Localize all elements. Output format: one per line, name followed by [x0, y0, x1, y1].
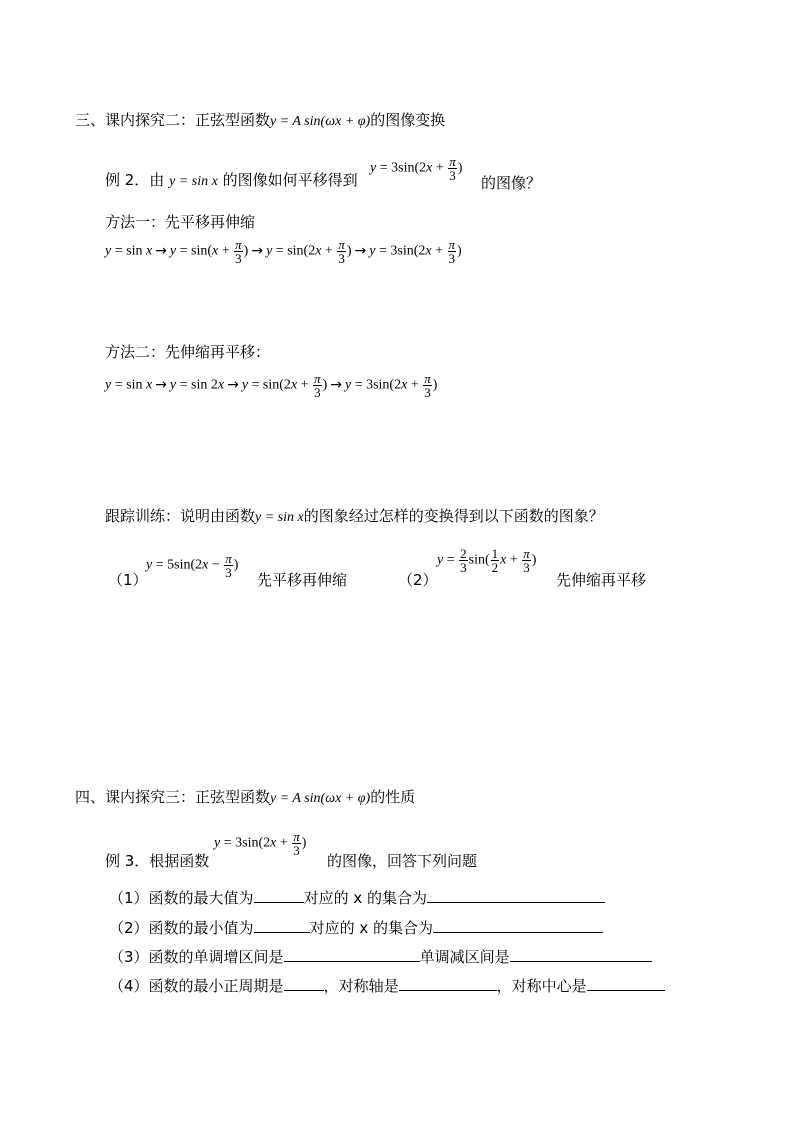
practice-prefix: 跟踪训练：说明由函数 — [105, 507, 256, 525]
answer-min-x-set-field[interactable] — [433, 918, 603, 933]
practice-item1-num: （1） — [108, 571, 148, 589]
question-3 — [109, 947, 652, 967]
question-4 — [109, 976, 665, 996]
section4-heading: 四、课内探究三：正弦型函数 — [75, 788, 271, 806]
question-4-a: 函数的最小正周期是 — [148, 977, 284, 995]
question-1-a: 函数的最大值为 — [148, 889, 254, 907]
example2-suffix: 的图像？ — [481, 174, 542, 192]
question-4-num: （4） — [109, 977, 149, 995]
example3-formula: y = 3sin(2x + $\frac{\pi}{3}$ ) — [214, 829, 307, 858]
example3-prefix: 例 3．根据函数 — [105, 852, 210, 870]
method1-title: 方法一：先平移再伸缩 — [105, 213, 256, 231]
practice-item2-formula: y = $\frac{2}{3}$ sin( $\frac{1}{2}$ x + $\frac{\pi}{3}$ ) — [437, 546, 537, 575]
answer-max-x-set-field[interactable] — [427, 888, 605, 903]
answer-increasing-interval-field[interactable] — [284, 947, 420, 962]
answer-min-value-field[interactable] — [254, 918, 310, 933]
question-4-c: ，对称中心是 — [496, 977, 587, 995]
practice-item2-note: 先伸缩再平移 — [556, 571, 647, 589]
question-1 — [109, 888, 605, 908]
section3-heading-line — [75, 110, 445, 132]
answer-period-field[interactable] — [284, 976, 324, 991]
section4-formula: y = A sin(ωx + φ) — [270, 791, 371, 806]
example2-from-formula: y = sin x — [169, 174, 218, 189]
method2-title: 方法二：先伸缩再平移： — [105, 343, 271, 361]
method2-chain: y = sin x → y = sin 2x → y = sin(2x + $\frac{\pi}{3}$ ) → y = 3sin(2x + $\frac{\pi}{3}$ ) — [105, 371, 438, 400]
section4-suffix: 的性质 — [370, 788, 416, 806]
question-2-num: （2） — [109, 919, 149, 937]
question-2-b: 对应的 x 的集合为 — [309, 919, 433, 937]
answer-decreasing-interval-field[interactable] — [510, 947, 652, 962]
question-2 — [109, 918, 603, 938]
answer-max-value-field[interactable] — [254, 888, 304, 903]
practice-line — [105, 506, 604, 528]
practice-suffix: 的图象经过怎样的变换得到以下函数的图象？ — [303, 507, 604, 525]
section3-heading: 三、课内探究二：正弦型函数 — [75, 111, 271, 129]
practice-formula: y = sin x — [255, 510, 304, 525]
section4-heading-line — [75, 787, 415, 809]
practice-item2-num: （2） — [398, 571, 438, 589]
question-1-num: （1） — [109, 889, 149, 907]
question-3-b: 单调减区间是 — [419, 948, 510, 966]
question-2-a: 函数的最小值为 — [148, 919, 254, 937]
example2-prefix: 例 2．由 — [105, 171, 165, 189]
method1-chain: y = sin x → y = sin(x + $\frac{\pi}{3}$ ) → y = sin(2x + $\frac{\pi}{3}$ ) → y = 3sin(2x + $\frac{\pi}{3}$ ) — [105, 237, 462, 266]
question-3-a: 函数的单调增区间是 — [148, 948, 284, 966]
example2-mid: 的图像如何平移得到 — [222, 171, 358, 189]
answer-symmetry-center-field[interactable] — [587, 976, 665, 991]
practice-item1-formula: y = 5sin(2x − $\frac{\pi}{3}$ ) — [146, 551, 239, 580]
question-1-b: 对应的 x 的集合为 — [303, 889, 427, 907]
example2-target-formula: y = 3sin(2x + $\frac{\pi}{3}$ ) — [370, 154, 463, 183]
example2-line — [105, 170, 358, 192]
question-3-num: （3） — [109, 948, 149, 966]
practice-item1-note: 先平移再伸缩 — [257, 571, 348, 589]
example3-suffix: 的图像，回答下列问题 — [327, 852, 478, 870]
section3-formula: y = A sin(ωx + φ) — [270, 114, 371, 129]
answer-symmetry-axis-field[interactable] — [399, 976, 497, 991]
section3-suffix: 的图像变换 — [370, 111, 446, 129]
question-4-b: ，对称轴是 — [323, 977, 399, 995]
